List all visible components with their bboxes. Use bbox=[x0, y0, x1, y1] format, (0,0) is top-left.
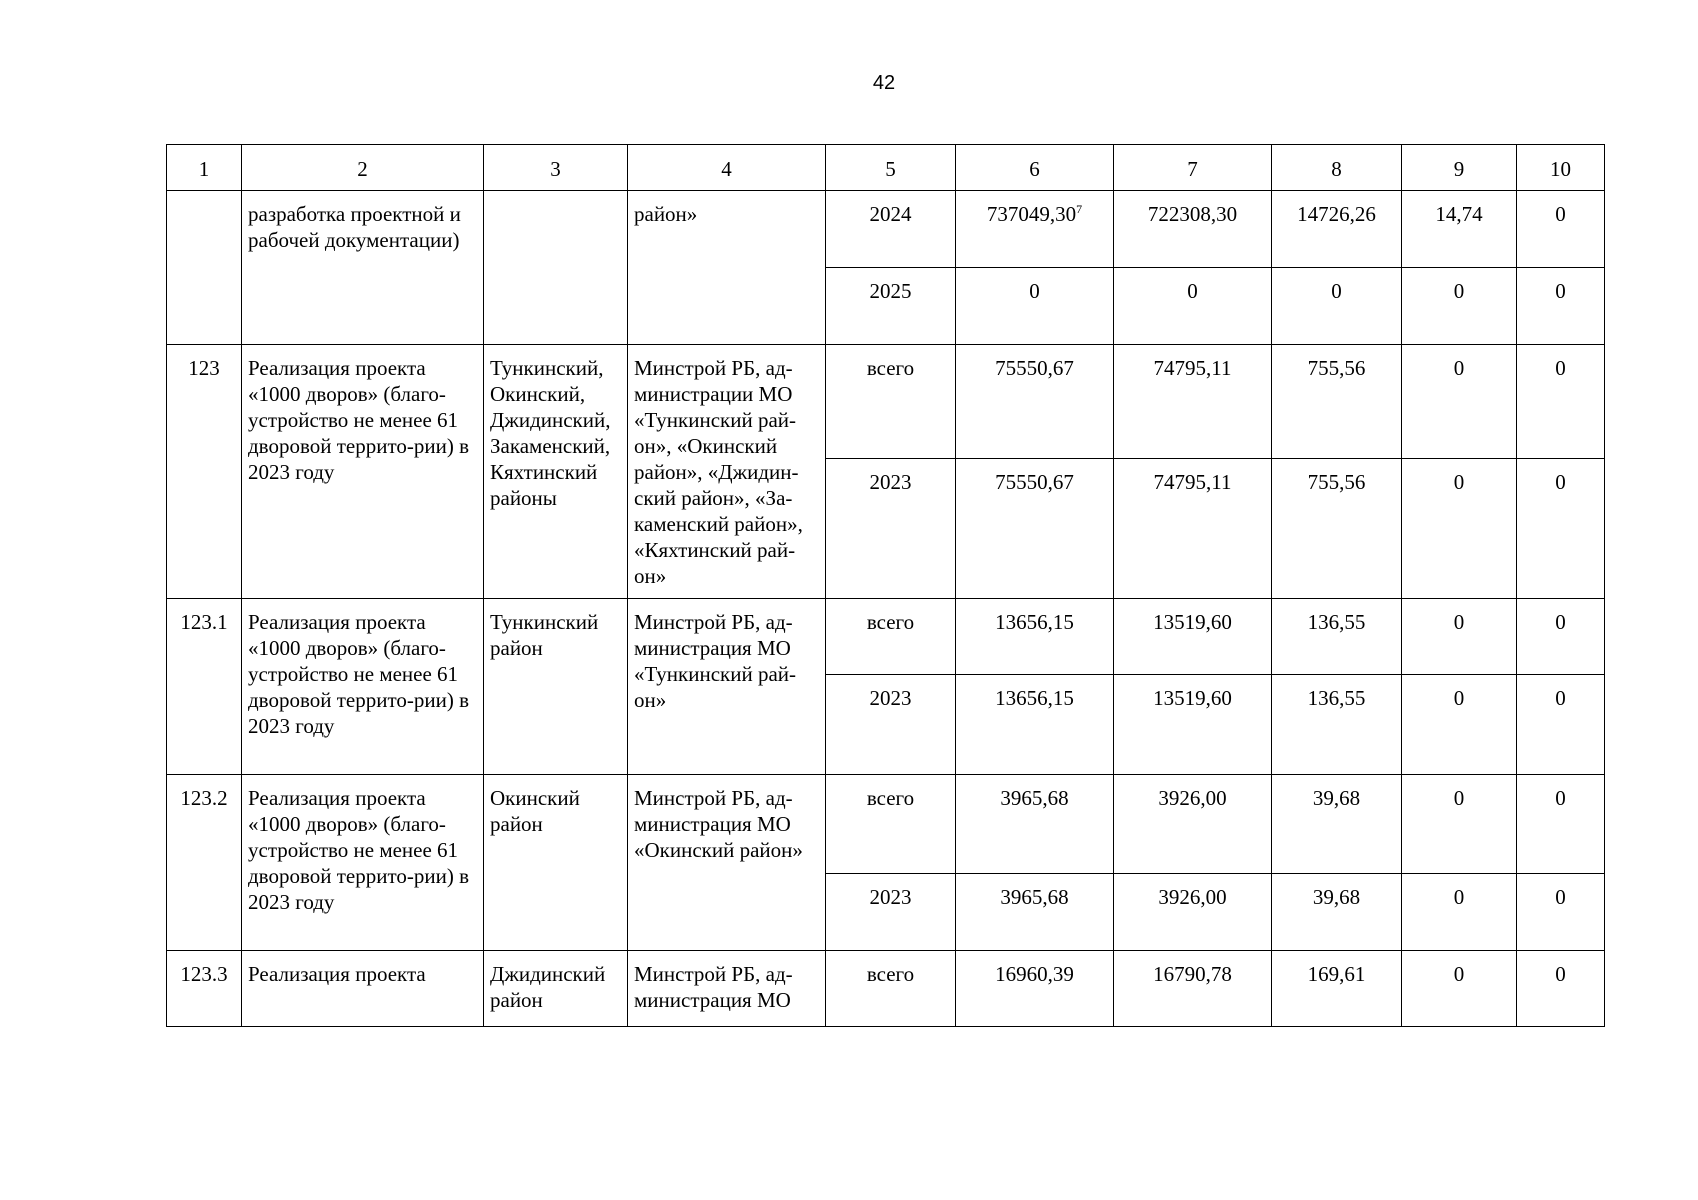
district-cell: Окинский район bbox=[484, 775, 628, 951]
value-cell: 0 bbox=[1517, 345, 1605, 459]
value-cell: 3926,00 bbox=[1114, 775, 1272, 874]
column-header: 6 bbox=[956, 145, 1114, 191]
value-cell: 74795,11 bbox=[1114, 345, 1272, 459]
column-header: 2 bbox=[242, 145, 484, 191]
value-cell: 16790,78 bbox=[1114, 951, 1272, 1027]
item-name-cell: Реализация проекта «1000 дворов» (благо-устройство не менее 61 дворовой террито-рии) в 2023 году bbox=[242, 345, 484, 599]
value-cell: 75550,67 bbox=[956, 459, 1114, 599]
year-cell: 2023 bbox=[826, 675, 956, 775]
year-cell: всего bbox=[826, 775, 956, 874]
value-cell: 136,55 bbox=[1272, 675, 1402, 775]
value-cell bbox=[956, 191, 1114, 268]
column-header: 3 bbox=[484, 145, 628, 191]
value-cell: 3926,00 bbox=[1114, 874, 1272, 951]
value-cell: 39,68 bbox=[1272, 874, 1402, 951]
value-cell: 13519,60 bbox=[1114, 599, 1272, 675]
item-number-cell bbox=[167, 191, 242, 345]
item-number-cell: 123.1 bbox=[167, 599, 242, 775]
value-cell: 0 bbox=[1517, 951, 1605, 1027]
item-name-cell: Реализация проекта «1000 дворов» (благо-устройство не менее 61 дворовой террито-рии) в 2023 году bbox=[242, 775, 484, 951]
header-row bbox=[167, 145, 1605, 191]
executor-cell: Минстрой РБ, ад-министрации МО «Тункинский рай-он», «Окинский район», «Джидин-ский район», «За-каменский район», «Кяхтинский рай-он» bbox=[628, 345, 826, 599]
district-cell: Тункинский район bbox=[484, 599, 628, 775]
item-name-cell: Реализация проекта bbox=[242, 951, 484, 1027]
district-cell bbox=[484, 191, 628, 345]
year-cell: всего bbox=[826, 599, 956, 675]
year-cell: 2023 bbox=[826, 874, 956, 951]
year-cell: 2024 bbox=[826, 191, 956, 268]
column-header: 4 bbox=[628, 145, 826, 191]
value-cell: 0 bbox=[1517, 268, 1605, 345]
value-cell: 0 bbox=[1402, 874, 1517, 951]
district-cell: Тункинский, Окинский, Джидинский, Закаменский, Кяхтинский районы bbox=[484, 345, 628, 599]
footnote-mark: 7 bbox=[1076, 202, 1083, 216]
value-cell: 39,68 bbox=[1272, 775, 1402, 874]
page-number: 42 bbox=[872, 72, 896, 94]
value-cell: 0 bbox=[1402, 951, 1517, 1027]
value-cell: 16960,39 bbox=[956, 951, 1114, 1027]
value-cell: 13656,15 bbox=[956, 675, 1114, 775]
executor-cell: Минстрой РБ, ад-министрация МО «Окинский район» bbox=[628, 775, 826, 951]
executor-cell: Минстрой РБ, ад-министрация МО bbox=[628, 951, 826, 1027]
value-cell: 0 bbox=[1272, 268, 1402, 345]
year-cell: 2023 bbox=[826, 459, 956, 599]
value-text: 737049,30 bbox=[986, 202, 1077, 226]
value-cell: 0 bbox=[1517, 459, 1605, 599]
value-cell: 14726,26 bbox=[1272, 191, 1402, 268]
value-cell: 0 bbox=[1517, 599, 1605, 675]
year-cell: всего bbox=[826, 951, 956, 1027]
column-header: 8 bbox=[1272, 145, 1402, 191]
table-row bbox=[167, 951, 1605, 1027]
value-cell: 0 bbox=[1402, 268, 1517, 345]
item-number-cell: 123.3 bbox=[167, 951, 242, 1027]
value-cell: 755,56 bbox=[1272, 345, 1402, 459]
value-cell: 0 bbox=[1517, 675, 1605, 775]
value-cell: 0 bbox=[1402, 675, 1517, 775]
budget-table bbox=[166, 144, 1605, 1027]
value-cell: 0 bbox=[1402, 599, 1517, 675]
value-cell: 74795,11 bbox=[1114, 459, 1272, 599]
value-cell: 13656,15 bbox=[956, 599, 1114, 675]
year-cell: 2025 bbox=[826, 268, 956, 345]
value-cell: 169,61 bbox=[1272, 951, 1402, 1027]
executor-cell: Минстрой РБ, ад-министрация МО «Тункинский рай-он» bbox=[628, 599, 826, 775]
column-header: 7 bbox=[1114, 145, 1272, 191]
table-row bbox=[167, 775, 1605, 874]
value-cell: 3965,68 bbox=[956, 874, 1114, 951]
item-name-cell: разработка проектной и рабочей документации) bbox=[242, 191, 484, 345]
value-cell: 0 bbox=[1517, 191, 1605, 268]
value-cell: 13519,60 bbox=[1114, 675, 1272, 775]
value-cell: 0 bbox=[956, 268, 1114, 345]
item-name-cell: Реализация проекта «1000 дворов» (благо-устройство не менее 61 дворовой террито-рии) в 2023 году bbox=[242, 599, 484, 775]
item-number-cell: 123.2 bbox=[167, 775, 242, 951]
table-row bbox=[167, 191, 1605, 268]
value-cell: 0 bbox=[1114, 268, 1272, 345]
column-header: 1 bbox=[167, 145, 242, 191]
value-cell: 0 bbox=[1517, 874, 1605, 951]
item-number-cell: 123 bbox=[167, 345, 242, 599]
value-cell: 14,74 bbox=[1402, 191, 1517, 268]
value-cell: 722308,30 bbox=[1114, 191, 1272, 268]
value-cell: 0 bbox=[1402, 775, 1517, 874]
column-header: 9 bbox=[1402, 145, 1517, 191]
column-header: 10 bbox=[1517, 145, 1605, 191]
year-cell: всего bbox=[826, 345, 956, 459]
value-cell: 75550,67 bbox=[956, 345, 1114, 459]
column-header: 5 bbox=[826, 145, 956, 191]
table-row bbox=[167, 599, 1605, 675]
executor-cell: район» bbox=[628, 191, 826, 345]
district-cell: Джидинский район bbox=[484, 951, 628, 1027]
value-cell: 755,56 bbox=[1272, 459, 1402, 599]
value-cell: 3965,68 bbox=[956, 775, 1114, 874]
value-cell: 0 bbox=[1402, 459, 1517, 599]
value-cell: 0 bbox=[1402, 345, 1517, 459]
value-cell: 0 bbox=[1517, 775, 1605, 874]
value-cell: 136,55 bbox=[1272, 599, 1402, 675]
table-row bbox=[167, 345, 1605, 459]
